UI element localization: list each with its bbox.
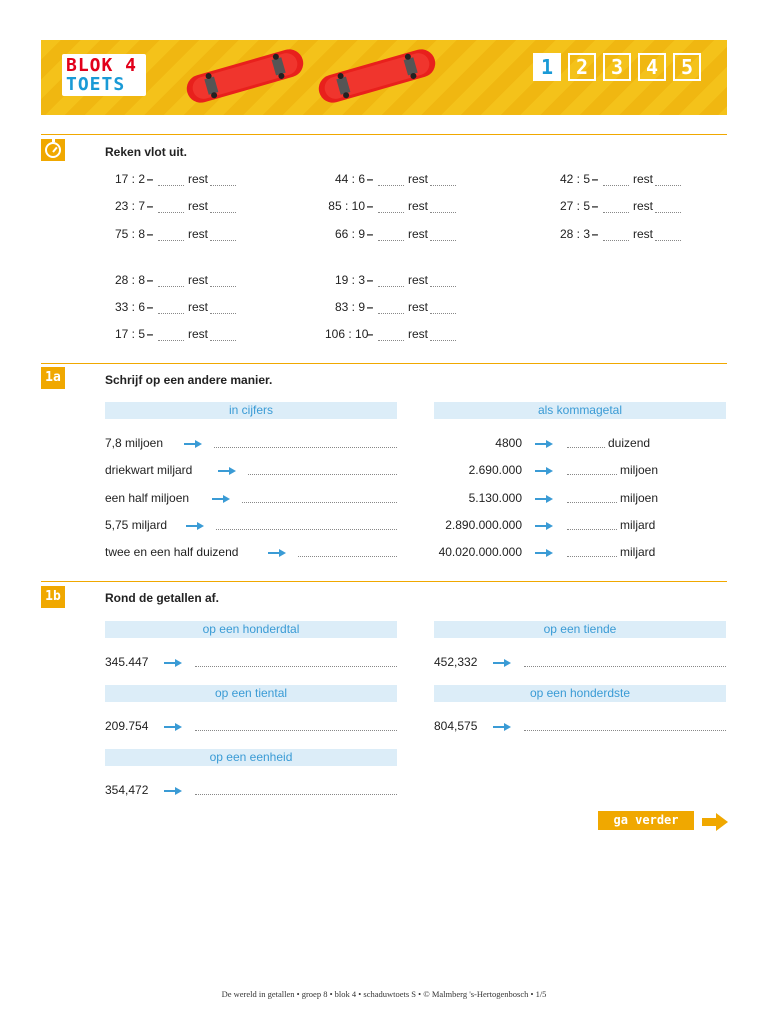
number-value: 5.130.000 (468, 491, 522, 505)
column-header-in-cijfers: in cijfers (105, 402, 397, 419)
test-part-indicator (533, 53, 701, 81)
answer-blank[interactable] (214, 436, 397, 448)
section-title: Schrijf op een andere manier. (105, 373, 273, 387)
rounding-header: op een honderdste (434, 685, 726, 702)
equals-dash: – (146, 300, 154, 314)
number-value: 2.890.000.000 (445, 518, 522, 532)
part-2-tab[interactable]: 2 (568, 53, 596, 81)
division-row (325, 199, 456, 215)
division-row (550, 172, 681, 188)
remainder-blank[interactable] (210, 229, 236, 241)
remainder-blank[interactable] (210, 201, 236, 213)
division-row (105, 273, 236, 289)
number-to-round: 209.754 (105, 719, 149, 733)
division-row (105, 172, 236, 188)
division-expression: 83 : 9 (334, 300, 365, 314)
arrow-right-icon (164, 786, 182, 796)
division-row (105, 227, 236, 243)
remainder-blank[interactable] (210, 174, 236, 186)
number-to-round: 354,472 (105, 783, 149, 797)
arrow-right-icon (535, 439, 553, 449)
answer-blank[interactable] (242, 491, 397, 503)
division-row (105, 199, 236, 215)
unit-label: miljoen (620, 491, 659, 505)
division-expression: 66 : 9 (334, 227, 365, 241)
header-banner (41, 40, 727, 115)
number-value: 40.020.000.000 (438, 545, 522, 559)
remainder-blank[interactable] (210, 329, 236, 341)
answer-blank[interactable] (567, 463, 617, 475)
rest-label: rest (188, 172, 209, 186)
arrow-right-icon (493, 658, 511, 668)
answer-blank[interactable] (378, 201, 404, 213)
section-title: Rond de getallen af. (105, 591, 220, 605)
answer-blank[interactable] (603, 229, 629, 241)
answer-blank[interactable] (603, 174, 629, 186)
answer-blank[interactable] (378, 302, 404, 314)
answer-blank[interactable] (195, 719, 397, 731)
arrow-right-icon (218, 466, 236, 476)
skateboard-icon (179, 48, 311, 104)
rest-label: rest (633, 227, 654, 241)
remainder-blank[interactable] (210, 275, 236, 287)
equals-dash: – (146, 273, 154, 287)
rest-label: rest (408, 172, 429, 186)
arrow-right-icon (164, 658, 182, 668)
answer-blank[interactable] (378, 275, 404, 287)
rest-label: rest (408, 327, 429, 341)
ga-verder-button[interactable]: ga verder (598, 811, 694, 830)
answer-blank[interactable] (158, 302, 184, 314)
written-number: 5,75 miljard (105, 518, 168, 532)
arrow-right-icon (535, 548, 553, 558)
rest-label: rest (408, 273, 429, 287)
equals-dash: – (146, 327, 154, 341)
rest-label: rest (408, 227, 429, 241)
number-to-round: 804,575 (434, 719, 478, 733)
equals-dash: – (366, 227, 374, 241)
answer-blank[interactable] (248, 463, 397, 475)
logo-line-2: TOETS (66, 74, 126, 95)
equals-dash: – (366, 300, 374, 314)
equals-dash: – (591, 172, 599, 186)
equals-dash: – (366, 327, 374, 341)
arrow-right-icon (184, 439, 202, 449)
division-expression: 75 : 8 (114, 227, 145, 241)
arrow-right-icon (186, 521, 204, 531)
answer-blank[interactable] (158, 201, 184, 213)
answer-blank[interactable] (216, 518, 397, 530)
rounding-header: op een eenheid (105, 749, 397, 766)
division-expression: 42 : 5 (559, 172, 590, 186)
answer-blank[interactable] (524, 719, 726, 731)
division-expression: 85 : 10 (328, 199, 365, 213)
rounding-header: op een honderdtal (105, 621, 397, 638)
rest-label: rest (408, 300, 429, 314)
remainder-blank[interactable] (210, 302, 236, 314)
section-title: Reken vlot uit. (105, 145, 188, 159)
rest-label: rest (188, 327, 209, 341)
division-row (325, 273, 456, 289)
rest-label: rest (408, 199, 429, 213)
division-expression: 33 : 6 (114, 300, 145, 314)
equals-dash: – (591, 227, 599, 241)
arrow-right-icon (535, 494, 553, 504)
unit-label: miljoen (620, 463, 659, 477)
division-row (550, 227, 681, 243)
part-5-tab[interactable]: 5 (673, 53, 701, 81)
stopwatch-icon (45, 142, 61, 158)
unit-label: miljard (620, 518, 656, 532)
written-number: 7,8 miljoen (105, 436, 164, 450)
number-to-round: 452,332 (434, 655, 478, 669)
answer-blank[interactable] (567, 545, 617, 557)
written-number: twee en een half duizend (105, 545, 239, 559)
arrow-right-icon (535, 521, 553, 531)
blok-toets-logo (62, 54, 146, 96)
section-badge: 1a (41, 367, 65, 389)
rest-label: rest (633, 172, 654, 186)
answer-blank[interactable] (298, 545, 397, 557)
written-number: driekwart miljard (105, 463, 193, 477)
answer-blank[interactable] (378, 229, 404, 241)
division-expression: 19 : 3 (334, 273, 365, 287)
answer-blank[interactable] (195, 655, 397, 667)
division-row (105, 327, 236, 343)
section-badge: 1b (41, 586, 65, 608)
number-value: 4800 (495, 436, 522, 450)
arrow-right-icon[interactable] (702, 813, 728, 831)
remainder-blank[interactable] (430, 275, 456, 287)
remainder-blank[interactable] (430, 201, 456, 213)
page-footer: De wereld in getallen • groep 8 • blok 4 • schaduwtoets S • © Malmberg 's-Hertogenbosch • 1/5 (221, 989, 547, 999)
division-expression: 17 : 2 (114, 172, 145, 186)
answer-blank[interactable] (158, 229, 184, 241)
part-1-tab[interactable]: 1 (533, 53, 561, 81)
equals-dash: – (591, 199, 599, 213)
answer-blank[interactable] (158, 329, 184, 341)
answer-blank[interactable] (378, 174, 404, 186)
number-to-round: 345.447 (105, 655, 149, 669)
logo-line-1: BLOK 4 (66, 55, 138, 76)
rounding-header: op een tiende (434, 621, 726, 638)
number-value: 2.690.000 (468, 463, 522, 477)
column-header-als-kommagetal: als kommagetal (434, 402, 726, 419)
division-expression: 17 : 5 (114, 327, 145, 341)
remainder-blank[interactable] (430, 329, 456, 341)
remainder-blank[interactable] (430, 302, 456, 314)
division-expression: 23 : 7 (114, 199, 145, 213)
rest-label: rest (633, 199, 654, 213)
part-3-tab[interactable]: 3 (603, 53, 631, 81)
rest-label: rest (188, 199, 209, 213)
rounding-header: op een tiental (105, 685, 397, 702)
division-expression: 28 : 3 (559, 227, 590, 241)
section-divider (41, 134, 727, 135)
division-expression: 27 : 5 (559, 199, 590, 213)
answer-blank[interactable] (158, 275, 184, 287)
equals-dash: – (366, 273, 374, 287)
remainder-blank[interactable] (655, 201, 681, 213)
equals-dash: – (146, 227, 154, 241)
division-row (325, 227, 456, 243)
equals-dash: – (146, 199, 154, 213)
equals-dash: – (146, 172, 154, 186)
section-divider (41, 363, 727, 364)
part-4-tab[interactable]: 4 (638, 53, 666, 81)
equals-dash: – (366, 199, 374, 213)
division-row (325, 172, 456, 188)
rest-label: rest (188, 227, 209, 241)
division-expression: 106 : 10 (325, 327, 369, 341)
answer-blank[interactable] (378, 329, 404, 341)
division-row (325, 300, 456, 316)
arrow-right-icon (164, 722, 182, 732)
stopwatch-badge (41, 139, 65, 161)
answer-blank[interactable] (603, 201, 629, 213)
skateboard-icon (311, 48, 443, 104)
rest-label: rest (188, 300, 209, 314)
division-row (550, 199, 681, 215)
arrow-right-icon (212, 494, 230, 504)
arrow-right-icon (493, 722, 511, 732)
arrow-right-icon (535, 466, 553, 476)
division-expression: 44 : 6 (334, 172, 365, 186)
remainder-blank[interactable] (430, 229, 456, 241)
written-number: een half miljoen (105, 491, 190, 505)
answer-blank[interactable] (158, 174, 184, 186)
equals-dash: – (366, 172, 374, 186)
division-row (105, 300, 236, 316)
answer-blank[interactable] (567, 518, 617, 530)
unit-label: duizend (608, 436, 651, 450)
unit-label: miljard (620, 545, 656, 559)
rest-label: rest (188, 273, 209, 287)
answer-blank[interactable] (567, 436, 605, 448)
section-divider (41, 581, 727, 582)
answer-blank[interactable] (567, 491, 617, 503)
division-row (325, 327, 456, 343)
answer-blank[interactable] (195, 783, 397, 795)
remainder-blank[interactable] (430, 174, 456, 186)
remainder-blank[interactable] (655, 174, 681, 186)
remainder-blank[interactable] (655, 229, 681, 241)
arrow-right-icon (268, 548, 286, 558)
answer-blank[interactable] (524, 655, 726, 667)
division-expression: 28 : 8 (114, 273, 145, 287)
